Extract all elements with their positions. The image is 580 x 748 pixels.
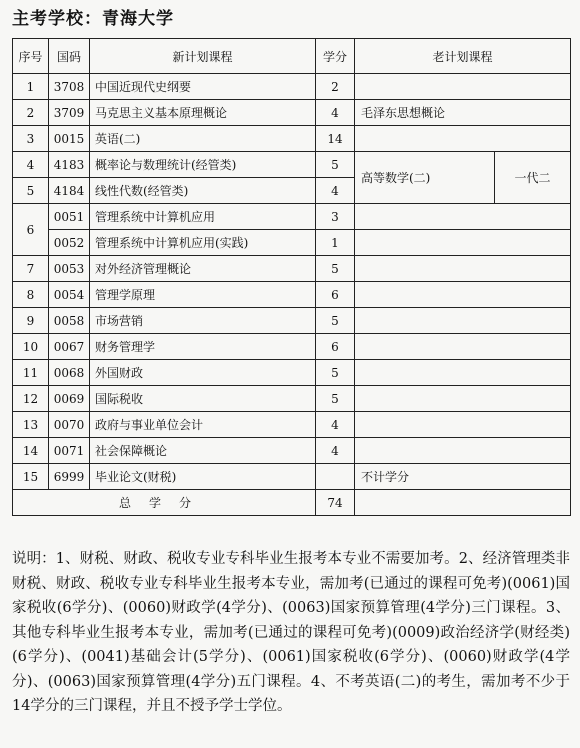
table-row [13, 464, 571, 490]
exam-school-header: 主考学校：青海大学 [12, 9, 174, 29]
cell-seq: 5 [13, 178, 49, 204]
cell-seq: 1 [13, 74, 49, 100]
cell-course: 英语(二) [90, 126, 316, 152]
cell-old-course [355, 334, 571, 360]
col-header-credits: 学分 [316, 39, 355, 74]
cell-code: 0054 [49, 282, 90, 308]
cell-code: 0052 [49, 230, 90, 256]
table-row [13, 204, 571, 230]
cell-old-course: 毛泽东思想概论 [355, 100, 571, 126]
cell-credit: 14 [316, 126, 355, 152]
cell-seq: 15 [13, 464, 49, 490]
cell-code: 6999 [49, 464, 90, 490]
cell-seq: 9 [13, 308, 49, 334]
cell-course: 中国近现代史纲要 [90, 74, 316, 100]
cell-seq: 6 [13, 204, 49, 256]
cell-seq: 10 [13, 334, 49, 360]
cell-course: 市场营销 [90, 308, 316, 334]
col-header-new-course: 新计划课程 [90, 39, 316, 74]
cell-course: 管理学原理 [90, 282, 316, 308]
cell-code: 3709 [49, 100, 90, 126]
table-row [13, 334, 571, 360]
cell-seq: 4 [13, 152, 49, 178]
cell-credit: 6 [316, 282, 355, 308]
cell-seq: 8 [13, 282, 49, 308]
cell-seq: 12 [13, 386, 49, 412]
table-row [13, 386, 571, 412]
cell-old-course [355, 282, 571, 308]
explanation-text: 说明：1、财税、财政、税收专业专科毕业生报考本专业不需要加考。2、经济管理类非财税、财政、税收专业专科毕业生报考本专业，需加考(已通过的课程可免考)(0061)国家税收(6学分)、(0060)财政学(4学分)、(0063)国家预算管理(4学分)三门课程。3、其他专科毕业生报考本专业，需加考(已通过的课程可免考)(0009)政治经济学(财经类)(6学分)、(0041)基础会计(5学分)、(0061)国家税收(6学分)、(0060)财政学(4学分)、(0063)国家预算管理(4学分)五门课程。4、不考英语(二)的考生，需加考不少于14学分的三门课程，并且不授予学士学位。 [12, 551, 570, 714]
cell-seq: 13 [13, 412, 49, 438]
cell-code: 0051 [49, 204, 90, 230]
table-row [13, 256, 571, 282]
cell-seq: 14 [13, 438, 49, 464]
cell-credit: 4 [316, 100, 355, 126]
cell-course: 管理系统中计算机应用(实践) [90, 230, 316, 256]
cell-code: 0053 [49, 256, 90, 282]
total-credits: 74 [316, 490, 355, 516]
cell-course: 线性代数(经管类) [90, 178, 316, 204]
cell-course: 社会保障概论 [90, 438, 316, 464]
table-row [13, 100, 571, 126]
table-row [13, 152, 571, 178]
cell-credit: 5 [316, 386, 355, 412]
table-row [13, 74, 571, 100]
cell-course: 外国财政 [90, 360, 316, 386]
total-row [13, 490, 571, 516]
cell-credit: 5 [316, 308, 355, 334]
cell-credit: 5 [316, 360, 355, 386]
cell-credit: 5 [316, 152, 355, 178]
cell-course: 概率论与数理统计(经管类) [90, 152, 316, 178]
cell-old-course: 不计学分 [355, 464, 571, 490]
col-header-code: 国码 [49, 39, 90, 74]
cell-code: 0069 [49, 386, 90, 412]
table-header-row [13, 39, 571, 74]
col-header-old-course: 老计划课程 [355, 39, 571, 74]
cell-seq: 7 [13, 256, 49, 282]
table-row [13, 126, 571, 152]
cell-course: 毕业论文(财税) [90, 464, 316, 490]
cell-code: 4184 [49, 178, 90, 204]
table-row [13, 308, 571, 334]
table-row [13, 282, 571, 308]
cell-code: 0071 [49, 438, 90, 464]
cell-course: 马克思主义基本原理概论 [90, 100, 316, 126]
cell-old-course [355, 230, 571, 256]
cell-code: 0070 [49, 412, 90, 438]
total-old-empty [355, 490, 571, 516]
cell-course: 对外经济管理概论 [90, 256, 316, 282]
cell-old-course [355, 386, 571, 412]
cell-old-course [355, 360, 571, 386]
cell-credit: 5 [316, 256, 355, 282]
cell-seq: 3 [13, 126, 49, 152]
cell-credit [316, 464, 355, 490]
cell-credit: 4 [316, 438, 355, 464]
course-plan-table [12, 38, 571, 516]
cell-credit: 2 [316, 74, 355, 100]
cell-old-course [355, 438, 571, 464]
cell-seq: 2 [13, 100, 49, 126]
table-row [13, 230, 571, 256]
cell-course: 政府与事业单位会计 [90, 412, 316, 438]
cell-credit: 4 [316, 412, 355, 438]
cell-code: 0068 [49, 360, 90, 386]
cell-course: 管理系统中计算机应用 [90, 204, 316, 230]
cell-seq: 11 [13, 360, 49, 386]
cell-old-course [355, 74, 571, 100]
table-row [13, 360, 571, 386]
table-row [13, 438, 571, 464]
cell-old-course [355, 412, 571, 438]
col-header-seq: 序号 [13, 39, 49, 74]
total-label: 总学分 [13, 490, 316, 516]
cell-course: 财务管理学 [90, 334, 316, 360]
cell-code: 0067 [49, 334, 90, 360]
cell-credit: 3 [316, 204, 355, 230]
cell-old-course-merged: 高等数学(二) [355, 152, 495, 204]
cell-old-course [355, 256, 571, 282]
cell-code: 0015 [49, 126, 90, 152]
cell-old-course [355, 308, 571, 334]
cell-old-course [355, 126, 571, 152]
cell-course: 国际税收 [90, 386, 316, 412]
cell-code: 4183 [49, 152, 90, 178]
cell-credit: 4 [316, 178, 355, 204]
cell-credit: 1 [316, 230, 355, 256]
explanation-note [12, 547, 570, 719]
cell-code: 3708 [49, 74, 90, 100]
cell-old-course [355, 204, 571, 230]
cell-old-course-sub: 一代二 [495, 152, 571, 204]
cell-code: 0058 [49, 308, 90, 334]
table-row [13, 412, 571, 438]
cell-credit: 6 [316, 334, 355, 360]
